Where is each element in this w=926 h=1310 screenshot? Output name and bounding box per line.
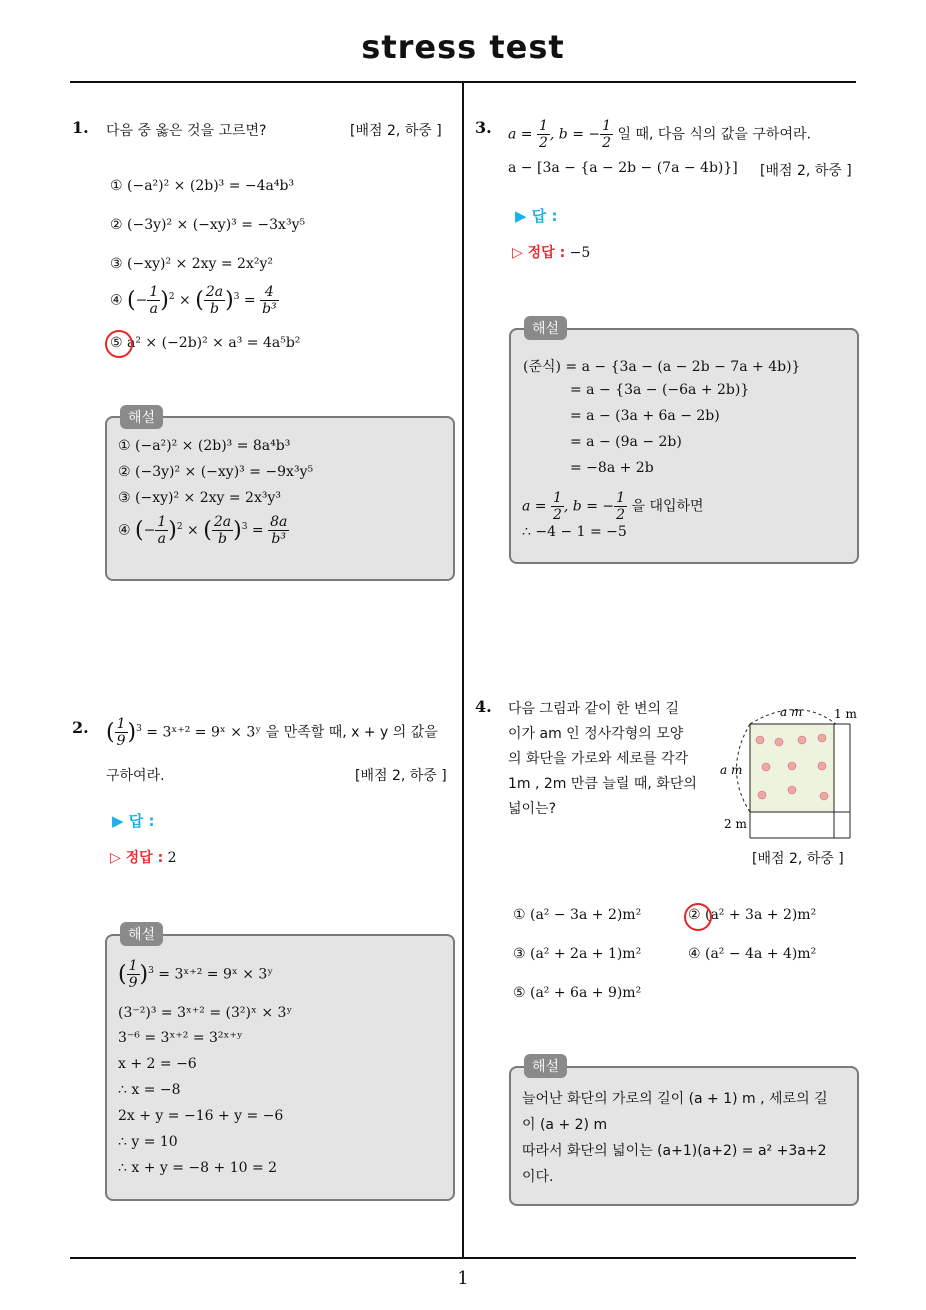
q2-solution-line: 3⁻⁶ = 3ˣ⁺² = 3²ˣ⁺ʸ [118, 1030, 243, 1046]
figure-label-bottom: 2 m [724, 817, 747, 831]
q4-number: 4. [475, 697, 492, 716]
q2-answer-label[interactable]: ▶ 답 : [112, 812, 155, 830]
garden-figure [718, 700, 858, 840]
q2-solution-line: x + 2 = −6 [118, 1056, 197, 1072]
q2-solution-line: ∴ x + y = −8 + 10 = 2 [118, 1160, 278, 1176]
answer-mark-circle [684, 903, 712, 931]
q3-prompt: a = $\frac{1}{2}$ , b = − $\frac{1}{2}$ 일 때, 다음 식의 값을 구하여라. [508, 118, 811, 151]
figure-label-right: 1 m [834, 707, 857, 721]
q2-number: 2. [72, 718, 89, 737]
q1-number: 1. [72, 118, 89, 137]
q2-correct-answer: ▷ 정답 : 2 [110, 850, 177, 866]
q2-solution-line: ∴ y = 10 [118, 1134, 178, 1150]
q3-expression: a − [3a − {a − 2b − (7a − 4b)}] [508, 160, 738, 176]
q3-solution-tag: 해설 [524, 316, 567, 340]
bottom-rule [70, 1257, 856, 1259]
q2-solution-line-1: ( $\frac{1}{9}$ )$^3$ = 3ˣ⁺² = 9ˣ × 3ʸ [118, 958, 274, 991]
q1-solution-line: ③ (−xy)² × 2xy = 2x³y³ [118, 490, 281, 506]
q4-marks: [배점 2, 하중 ] [752, 851, 844, 867]
q3-solution-line: = a − (9a − 2b) [570, 434, 682, 450]
q1-choice-2[interactable]: ② (−3y)² × (−xy)³ = −3x³y⁵ [110, 217, 306, 233]
q1-solution-line-4: ④ (− $\frac{1}{a}$ )$^2$ × ( $\frac{2a}{b}$ )$^3$ = $\frac{8a}{\text{b³}}$ [118, 514, 288, 547]
q4-choice-5[interactable]: ⑤ (a² + 6a + 9)m² [513, 985, 642, 1001]
q1-solution-tag: 해설 [120, 405, 163, 429]
q3-correct-answer: ▷ 정답 : −5 [512, 245, 591, 261]
q2-solution-line: 2x + y = −16 + y = −6 [118, 1108, 284, 1124]
q1-solution-line: ① (−a²)² × (2b)³ = 8a⁴b³ [118, 438, 291, 454]
q2-marks: [배점 2, 하중 ] [355, 768, 447, 784]
q4-solution-line: 따라서 화단의 넓이는 (a+1)(a+2) = a² +3a+2 [522, 1143, 827, 1159]
q2-prompt: ( $\frac{1}{9}$ )$^3$ = 3ˣ⁺² = 9ˣ × 3ʸ 을 만족할 때, x + y 의 값을 [106, 716, 438, 749]
figure-label-top: a m [780, 705, 803, 719]
q2-prompt-line2: 구하여라. [106, 768, 165, 784]
q4-solution-line: 이다. [522, 1169, 554, 1185]
q1-solution-line: ② (−3y)² × (−xy)³ = −9x³y⁵ [118, 464, 314, 480]
q1-choice-3[interactable]: ③ (−xy)² × 2xy = 2x²y² [110, 256, 273, 272]
q1-choice-4[interactable]: ④ (− $\frac{1}{a}$ )$^2$ × ( $\frac{2a}{b}$ )$^3$ = $\frac{4}{\text{b³}}$ [110, 284, 277, 317]
q2-solution-line: ∴ x = −8 [118, 1082, 181, 1098]
q2-solution-tag: 해설 [120, 922, 163, 946]
q4-solution-tag: 해설 [524, 1054, 567, 1078]
q4-prompt: 다음 그림과 같이 한 변의 길 이가 am 인 정사각형의 모양 의 화단을 가로와 세로를 각각 1m , 2m 만큼 늘릴 때, 화단의 넓이는? [508, 701, 697, 817]
q3-answer-label[interactable]: ▶ 답 : [515, 207, 558, 225]
q2-solution-line: (3⁻²)³ = 3ˣ⁺² = (3²)ˣ × 3ʸ [118, 1005, 293, 1021]
q4-choice-4[interactable]: ④ (a² − 4a + 4)m² [688, 946, 817, 962]
q3-solution-line: = a − (3a + 6a − 2b) [570, 408, 720, 424]
q3-solution-line: = −8a + 2b [570, 460, 654, 476]
q4-choice-2[interactable]: ② (a² + 3a + 2)m² [688, 907, 817, 923]
q4-choice-3[interactable]: ③ (a² + 2a + 1)m² [513, 946, 642, 962]
q3-solution-line: (준식) = a − {3a − (a − 2b − 7a + 4b)} [523, 359, 801, 375]
answer-mark-circle [105, 330, 133, 358]
q3-number: 3. [475, 118, 492, 137]
page-number: 1 [457, 1268, 469, 1289]
q4-solution-line: 이 (a + 2) m [522, 1117, 608, 1133]
figure-label-left: a m [720, 763, 743, 777]
q1-choice-5[interactable]: ⑤ a² × (−2b)² × a³ = 4a⁵b² [110, 335, 301, 351]
q1-prompt: 다음 중 옳은 것을 고르면? [106, 123, 267, 139]
column-divider [462, 82, 464, 1258]
q4-solution-box [509, 1066, 859, 1206]
q1-choice-1[interactable]: ① (−a²)² × (2b)³ = −4a⁴b³ [110, 178, 295, 194]
page-title: stress test [361, 28, 565, 66]
q4-choice-1[interactable]: ① (a² − 3a + 2)m² [513, 907, 642, 923]
q3-solution-line: ∴ −4 − 1 = −5 [522, 524, 627, 540]
q4-solution-line: 늘어난 화단의 가로의 길이 (a + 1) m , 세로의 길 [522, 1091, 828, 1107]
q3-marks: [배점 2, 하중 ] [760, 163, 852, 179]
q1-marks: [배점 2, 하중 ] [350, 123, 442, 139]
q3-solution-substitute: a = $\frac{1}{2}$ , b = − $\frac{1}{2}$ 을 대입하면 [522, 490, 704, 523]
q3-solution-line: = a − {3a − (−6a + 2b)} [570, 382, 750, 398]
